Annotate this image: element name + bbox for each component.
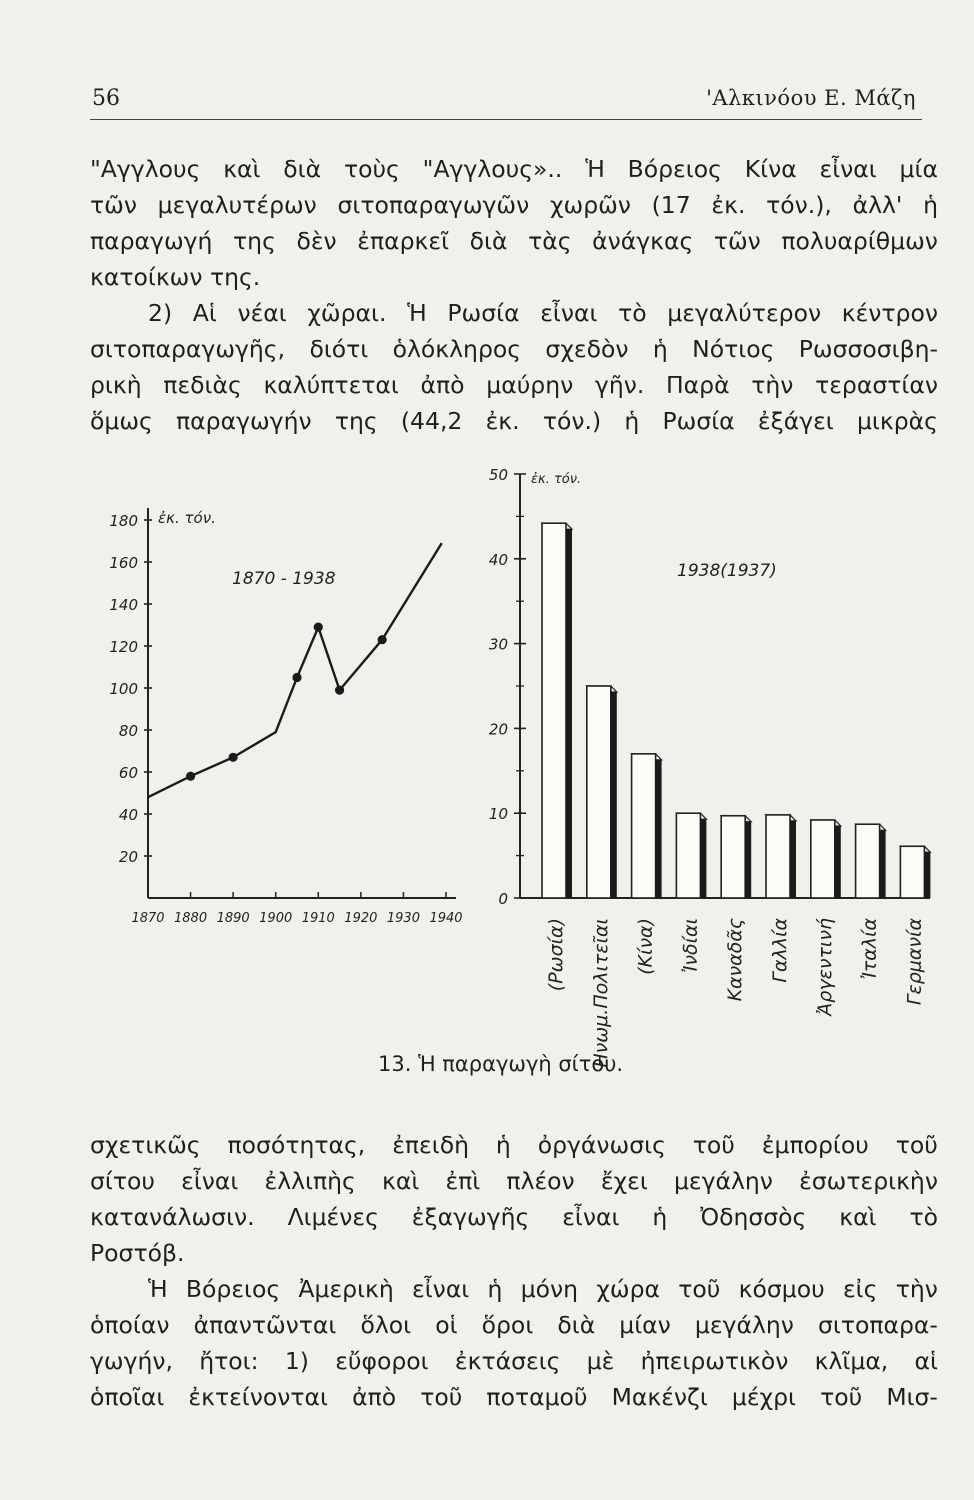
line-chart-period-label: 1870 - 1938: [232, 569, 336, 589]
bar-shadow-face: [611, 692, 617, 898]
bar: [542, 523, 566, 898]
bar-shadow-face: [700, 819, 706, 898]
bar-top-face: [766, 815, 796, 821]
bar-top-face: [632, 754, 662, 760]
line-chart-y-tick-label: 60: [118, 764, 138, 782]
line-chart-x-ticks: [131, 892, 462, 926]
bar-category-label: Ἰνδίαι: [679, 918, 702, 973]
line-chart-point: [186, 772, 195, 781]
bar: [766, 815, 790, 898]
bar-shadow-face: [566, 529, 572, 898]
bar-category-label: Ἀργεντινή: [813, 918, 836, 1016]
bar-top-face: [856, 824, 886, 830]
line-chart-x-tick-label: 1900: [259, 911, 293, 926]
line-chart-x-tick-label: 1920: [344, 911, 378, 926]
header-rule: [90, 119, 922, 120]
bar-shadow-face: [835, 826, 841, 898]
text-line: σίτου εἶναι ἐλλιπὴς καὶ ἐπὶ πλέον ἔχει μεγάλην ἐσωτερικὴν: [90, 1167, 938, 1195]
text-line: σχετικῶς ποσότητας, ἐπειδὴ ἡ ὀργάνωσις τοῦ ἐμπορίου τοῦ: [90, 1131, 938, 1159]
bar-category-label: Γαλλία: [769, 918, 791, 983]
bar: [811, 820, 835, 898]
bar-category-label: (Ρωσία): [545, 918, 567, 992]
bar-shadow-face: [790, 821, 796, 898]
line-chart-markers: [186, 623, 387, 781]
line-chart-y-unit: ἐκ. τόν.: [158, 509, 216, 527]
line-chart-x-tick-label: 1880: [174, 911, 208, 926]
bar-chart-y-unit: ἐκ. τόν.: [531, 472, 582, 487]
text-line: Ροστόβ.: [90, 1239, 185, 1267]
bar-category-label: (Κίνα): [634, 918, 657, 975]
bar-shadow-face: [745, 822, 751, 898]
text-line: ρικὴ πεδιὰς καλύπτεται ἀπὸ μαύρην γῆν. Παρὰ τὴν τεραστίαν: [90, 371, 938, 399]
bar-chart-y-tick-label: 50: [488, 466, 508, 484]
bar-chart-1938: [489, 466, 930, 1068]
line-chart-x-tick-label: 1870: [131, 911, 165, 926]
text-line: Ἡ Βόρειος Ἀμερικὴ εἶναι ἡ μόνη χώρα τοῦ κόσμου εἰς τὴν: [148, 1275, 938, 1303]
bar-chart-year-label: 1938(1937): [677, 561, 777, 581]
line-chart-point: [335, 686, 344, 695]
text-line: 2) Αἱ νέαι χῶραι. Ἡ Ρωσία εἶναι τὸ μεγαλύτερον κέντρον: [148, 299, 938, 327]
bar-shadow-face: [656, 760, 662, 898]
bar-chart-bars: [542, 523, 930, 898]
text-line: παραγωγή της δὲν ἐπαρκεῖ διὰ τὰς ἀνάγκας τῶν πολυαρίθμων: [90, 227, 938, 255]
running-head: 'Αλκινόου Ε. Μάζη: [706, 86, 916, 110]
bar-chart-y-tick-label: 30: [488, 635, 508, 654]
line-chart-1870-1938: [109, 508, 462, 926]
line-chart-y-tick-label: 80: [118, 722, 138, 740]
bar: [632, 754, 656, 898]
bar-chart-y-tick-label: 20: [488, 720, 508, 739]
line-chart-y-tick-label: 40: [118, 806, 138, 824]
bar: [676, 813, 700, 898]
bar-shadow-face: [924, 852, 930, 898]
text-line: "Αγγλους καὶ διὰ τοὺς "Αγγλους».. Ἡ Βόρειος Κίνα εἶναι μία: [90, 155, 938, 183]
line-chart-y-tick-label: 140: [109, 596, 138, 614]
bar-top-face: [676, 813, 706, 819]
line-chart-point: [292, 673, 301, 682]
page-number: 56: [92, 86, 120, 111]
bar-top-face: [721, 816, 751, 822]
bar-category-label: Ἰταλία: [858, 918, 881, 980]
bar-top-face: [542, 523, 572, 529]
text-line: κατοίκων της.: [90, 263, 261, 291]
bar: [587, 686, 611, 898]
text-line: τῶν μεγαλυτέρων σιτοπαραγωγῶν χωρῶν (17 ἐκ. τόν.), ἀλλ' ἡ: [90, 191, 938, 219]
line-chart-y-ticks: [109, 512, 152, 866]
text-line: σιτοπαραγωγῆς, διότι ὁλόκληρος σχεδὸν ἡ Νότιος Ρωσσοσιβη-: [90, 335, 938, 363]
bar: [856, 824, 880, 898]
production-line-series: [148, 543, 442, 797]
text-line: κατανάλωσιν. Λιμένες ἐξαγωγῆς εἶναι ἡ Ὀδησσὸς καὶ τὸ: [90, 1203, 938, 1231]
bar: [900, 846, 924, 898]
bar-category-label: Καναδᾶς: [724, 918, 747, 1002]
line-chart-y-tick-label: 100: [109, 680, 138, 698]
line-chart-y-tick-label: 120: [109, 638, 138, 656]
line-chart-x-tick-label: 1940: [429, 911, 463, 926]
bar-shadow-face: [880, 830, 886, 898]
text-line: ὁποίαν ἀπαντῶνται ὅλοι οἱ ὅροι διὰ μίαν μεγάλην σιτοπαρα-: [90, 1311, 938, 1339]
line-chart-x-tick-label: 1910: [301, 911, 335, 926]
line-chart-y-tick-label: 20: [118, 848, 138, 866]
bar-chart-y-tick-label: 40: [488, 550, 508, 569]
bar-top-face: [587, 686, 617, 692]
bar-top-face: [811, 820, 841, 826]
line-chart-x-tick-label: 1930: [386, 911, 420, 926]
line-chart-point: [378, 635, 387, 644]
bar-top-face: [900, 846, 930, 852]
text-line: ὁποῖαι ἐκτείνονται ἀπὸ τοῦ ποταμοῦ Μακένζι μέχρι τοῦ Μισ-: [90, 1383, 938, 1411]
bar: [721, 816, 745, 898]
paragraph-bottom: [90, 1127, 938, 1415]
figure-caption: 13. Ἡ παραγωγὴ σίτου.: [378, 1052, 624, 1076]
line-chart-point: [314, 623, 323, 632]
bar-chart-y-ticks: [489, 466, 526, 908]
text-line: ὅμως παραγωγήν της (44,2 ἐκ. τόν.) ἡ Ρωσία ἐξάγει μικρὰς: [90, 407, 938, 435]
bar-chart-y-tick-label: 0: [498, 890, 508, 908]
bar-category-label: Γερμανία: [903, 918, 926, 1006]
bar-chart-category-labels: [545, 918, 925, 1068]
text-line: γωγήν, ἤτοι: 1) εὔφοροι ἐκτάσεις μὲ ἠπειρωτικὸν κλῖμα, αἱ: [90, 1347, 938, 1375]
line-chart-point: [229, 753, 238, 762]
line-chart-x-tick-label: 1890: [216, 911, 250, 926]
bar-chart-y-tick-label: 10: [488, 805, 508, 824]
line-chart-y-tick-label: 180: [109, 512, 138, 530]
bar-category-label: Ηνωμ.Πολιτεῖαι: [589, 918, 612, 1068]
line-chart-y-tick-label: 160: [109, 554, 138, 572]
paragraph-top: [90, 151, 938, 439]
